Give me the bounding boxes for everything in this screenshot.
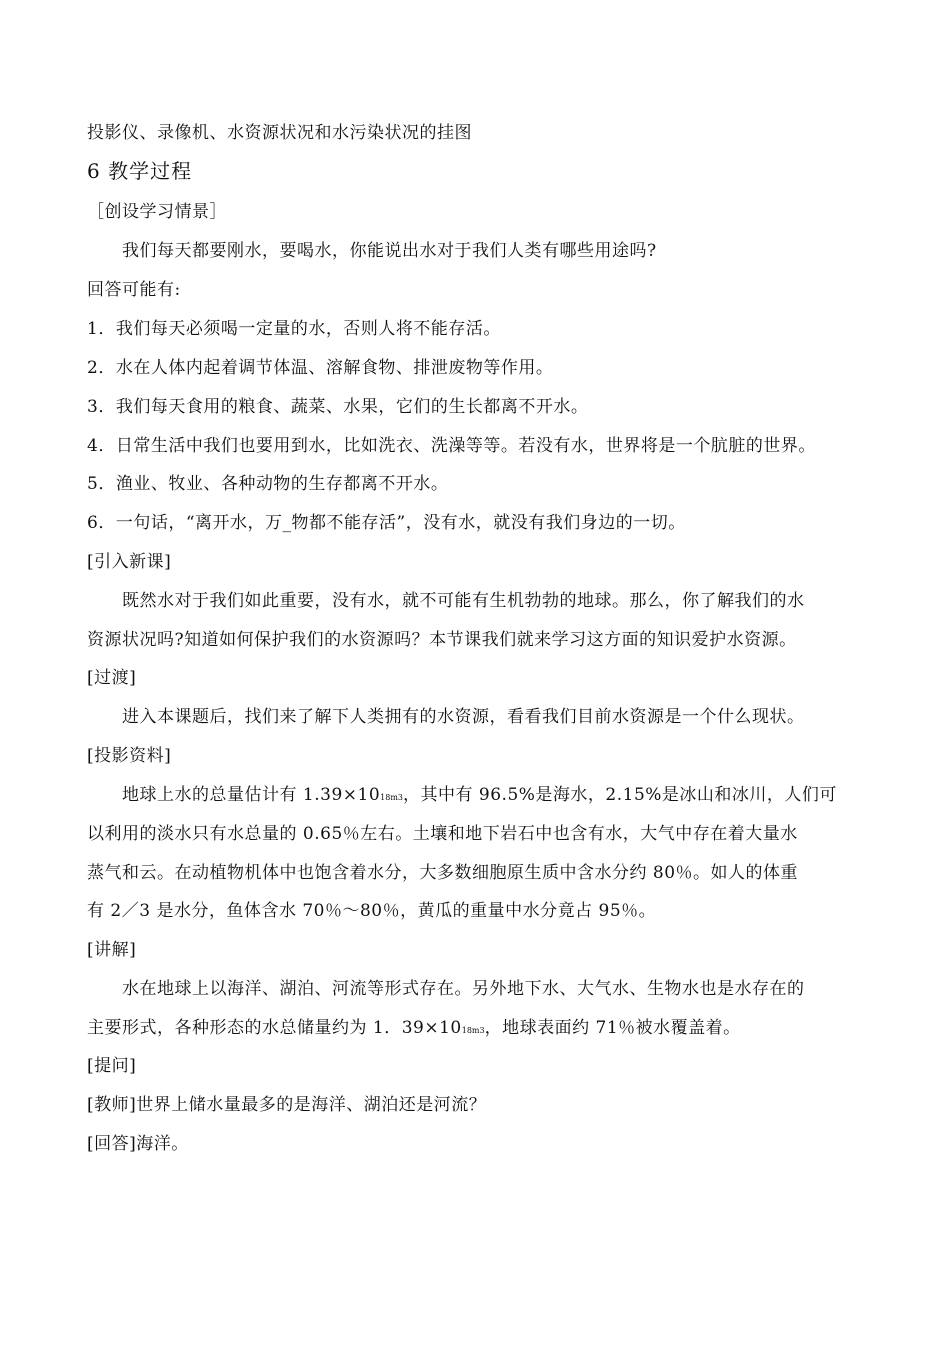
answer-item-5: 5．渔业、牧业、各种动物的生存都离不开水。 [87,474,449,494]
explain-line-2 [87,1017,741,1042]
teacher-question: [教师]世界上储水量最多的是海洋、湖泊还是河流？ [87,1095,487,1115]
projection-line-4: 有 2／3 是水分，鱼体含水 70％～80％，黄瓜的重量中水分竟占 95％。 [87,901,657,921]
tag-transition: [过渡] [87,668,137,688]
exponent-unit: 18m3 [380,793,403,802]
materials-line: 投影仪、录像机、水资源状况和水污染状况的挂图 [87,123,472,143]
intro-question: 我们每天都要刚水，要喝水，你能说出水对于我们人类有哪些用途吗? [122,241,657,261]
transition-text: 进入本课题后，找们来了解下人类拥有的水资源，看看我们目前水资源是一个什么现状。 [122,707,805,727]
explain-line-1: 水在地球上以海洋、湖泊、河流等形式存在。另外地下水、大气水、生物水也是水存在的 [122,979,805,999]
projection-line-1-end: ，其中有 96.5%是海水，2.15%是冰山和冰川，人们可 [403,785,837,805]
exponent-unit: 18m3 [461,1026,485,1035]
tag-question: [提问] [87,1056,137,1076]
tag-new-lesson: [引入新课] [87,552,172,572]
tag-explain: [讲解] [87,940,137,960]
new-lesson-paragraph-line-1: 既然水对于我们如此重要，没有水，就不可能有生机勃勃的地球。那么，你了解我们的水 [122,591,805,611]
new-lesson-paragraph-line-2: 资源状况吗?知道如何保护我们的水资源吗？本节课我们就来学习这方面的知识爱护水资源。 [87,630,797,650]
explain-line-2-start: 主要形式，各种形态的水总储量约为 1．39×10 [87,1018,462,1038]
answer-item-3: 3．我们每天食用的粮食、蔬菜、水果，它们的生长都离不开水。 [87,397,589,417]
projection-line-3: 蒸气和云。在动植物机体中也饱含着水分，大多数细胞原生质中含水分约 80％。如人的体重 [87,863,799,883]
projection-line-1 [122,784,837,809]
answer-intro: 回答可能有: [87,280,181,300]
answer-item-6: 6．一句话，“离开水，万_物都不能存活”，没有水，就没有我们身边的一切。 [87,513,686,533]
tag-create-scene: ［创设学习情景］ [87,202,227,222]
projection-line-2: 以利用的淡水只有水总量的 0.65％左右。土壤和地下岩石中也含有水，大气中存在着大量水 [87,824,798,844]
answer-item-1: 1．我们每天必须喝一定量的水，否则人将不能存活。 [87,319,501,339]
explain-line-2-end: ，地球表面约 71％被水覆盖着。 [484,1018,741,1038]
section-heading: 6 教学过程 [87,159,193,183]
tag-projection: [投影资料] [87,746,172,766]
projection-line-1-start: 地球上水的总量估计有 1.39×10 [122,785,381,805]
answer-item-2: 2．水在人体内起着调节体温、溶解食物、排泄废物等作用。 [87,358,554,378]
answer-line: [回答]海洋。 [87,1134,189,1154]
answer-item-4: 4．日常生活中我们也要用到水，比如洗衣、洗澡等等。若没有水，世界将是一个肮脏的世界。 [87,436,816,456]
